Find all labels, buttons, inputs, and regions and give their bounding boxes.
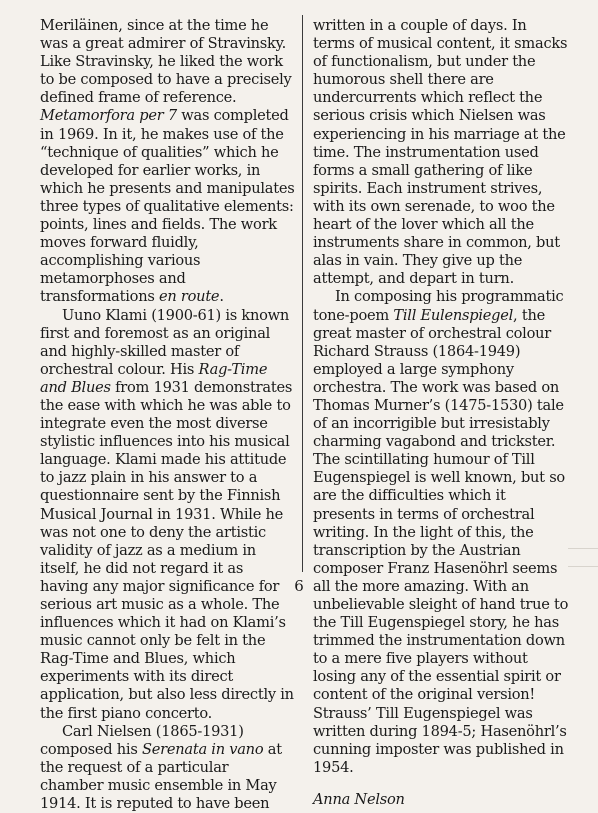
left-text-column bbox=[40, 17, 295, 813]
italic-phrase: en route bbox=[158, 288, 220, 306]
paragraph-text: Meriläinen, since at the time he was a great admirer of Stravinsky. Like Stravinsky, he liked the work to be composed to have a precisely defined frame of reference. bbox=[40, 17, 292, 107]
show-through-line bbox=[568, 566, 598, 567]
paragraph-text: In composing his programmatic tone-poem bbox=[313, 288, 564, 324]
paragraph-text: at the request of a particular chamber music ensemble in May 1914. It is reputed to have been bbox=[40, 740, 282, 813]
show-through-line bbox=[568, 548, 598, 549]
paragraph-klami bbox=[40, 307, 295, 723]
paragraph-nielsen bbox=[40, 723, 295, 813]
work-title: Rag-Time and Blues bbox=[40, 360, 268, 396]
page-number: 6 bbox=[294, 577, 304, 595]
paragraph-text: Carl Nielsen (1865-1931) composed his bbox=[40, 722, 244, 758]
work-title: Metamorfora per 7 bbox=[40, 107, 177, 125]
paragraph-text: was completed in 1969. In it, he makes use of the “technique of qualities” which he developed for earlier works, in which he presents and manipulates three types of qualitative elements: points, lines and fields. The work moves forward fluidly, accomplishing various metamorphoses and transformations bbox=[40, 107, 295, 306]
paragraph-text: . bbox=[219, 288, 224, 306]
paragraph-nielsen-continued: written in a couple of days. In terms of musical content, it smacks of functionalism, but under the humorous shell there are undercurrents which reflect the serious crisis which Nielsen was experiencing in his marriage at the time. The instrumentation used forms a small gathering of like spirits. Each instrument strives, with its own serenade, to woo the heart of the lover which all the instruments share in common, but alas in vain. They give up the attempt, and depart in turn. bbox=[313, 17, 568, 288]
paragraph-text: from 1931 demonstrates the ease with which he was able to integrate even the most diverse stylistic influences into his musical language. Klami made his attitude to jazz plain in his answer to a questionnaire sent by the Finnish Musical Journal in 1931. While he was not one to deny the artistic validity of jazz as a medium in itself, he did not regard it as having any major significance for serious art music as a whole. The influences which it had on Klami’s music cannot only be felt in the Rag-Time and Blues, which experiments with its direct application, but also less directly in the first piano concerto. bbox=[40, 378, 294, 722]
work-title: Till Eulenspiegel bbox=[393, 306, 514, 324]
column-divider bbox=[302, 15, 303, 572]
paragraph-metamorfora bbox=[40, 17, 295, 307]
paragraph-text: Uuno Klami (1900-61) is known first and foremost as an original and highly-skilled master of orchestral colour. His bbox=[40, 306, 290, 378]
paragraph-strauss bbox=[313, 288, 569, 777]
author-signature: Anna Nelson bbox=[313, 790, 405, 808]
right-text-column bbox=[313, 17, 569, 809]
paragraph-text: , the great master of orchestral colour Richard Strauss (1864-1949) employed a large symphony orchestra. The work was based on Thomas Murner’s (1475-1530) tale of an incorrigible but irresistably charming vagabond and trickster. The scintillating humour of Till Eugenspiegel is well known, but so are the difficulties which it presents in terms of orchestral writing. In the light of this, the transcription by the Austrian composer Franz Hasenöhrl seems all the more amazing. With an unbelievable sleight of hand true to the Till Eugenspiegel story, he has trimmed the instrumentation down to a mere five players without losing any of the essential spirit or content of the original version! Strauss’ Till Eugenspiegel was written during 1894-5; Hasenöhrl’s cunning imposter was published in 1954. bbox=[313, 306, 569, 776]
work-title: Serenata in vano bbox=[141, 740, 264, 758]
